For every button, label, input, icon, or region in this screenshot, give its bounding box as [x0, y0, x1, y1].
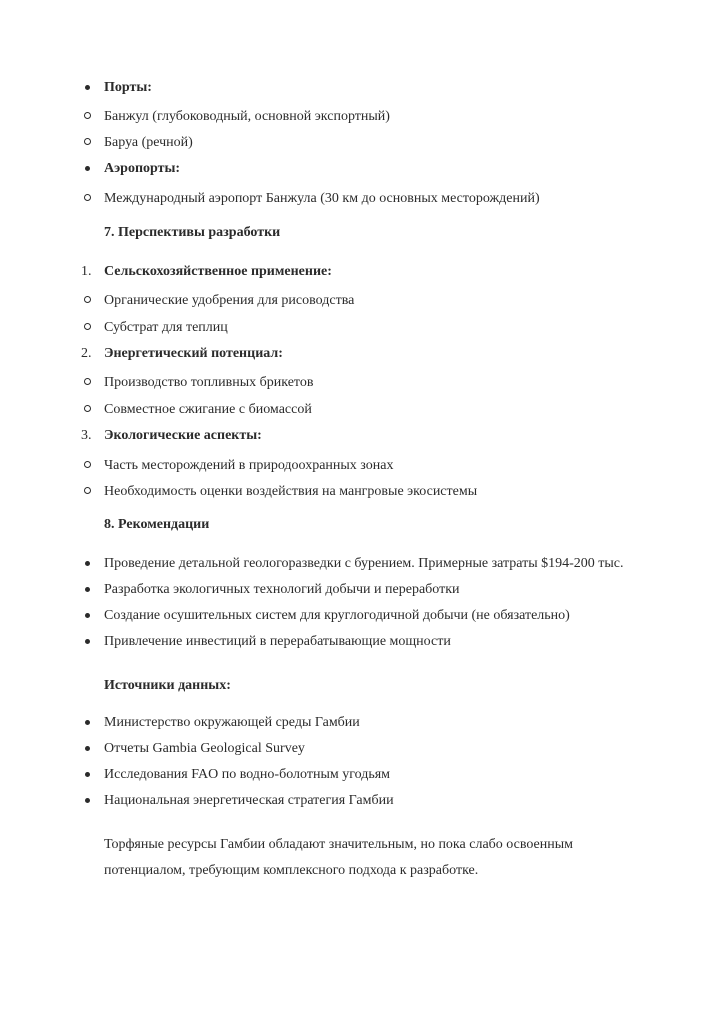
source-item: Отчеты Gambia Geological Survey [104, 741, 305, 756]
section-7-subitem: Часть месторождений в природоохранных зонах [104, 458, 394, 473]
list-number: 2. [81, 346, 92, 361]
airport-item: Международный аэропорт Банжула (30 км до основных месторождений) [104, 191, 540, 206]
section-7-subitem: Субстрат для теплиц [104, 320, 228, 335]
recommendation-item: Привлечение инвестиций в перерабатывающие мощности [104, 634, 451, 649]
recommendation-item: Разработка экологичных технологий добычи и переработки [104, 582, 460, 597]
bullet-circle-icon [84, 194, 91, 201]
bullet-disc-icon [85, 85, 90, 90]
section-7-item-title: Сельскохозяйственное применение: [104, 264, 332, 279]
sources-heading: Источники данных: [104, 678, 231, 693]
port-item: Банжул (глубоководный, основной экспортный) [104, 109, 390, 124]
source-item: Национальная энергетическая стратегия Гамбии [104, 793, 394, 808]
bullet-circle-icon [84, 296, 91, 303]
bullet-disc-icon [85, 166, 90, 171]
bullet-disc-icon [85, 613, 90, 618]
port-item: Баруа (речной) [104, 135, 193, 150]
bullet-disc-icon [85, 746, 90, 751]
bullet-circle-icon [84, 323, 91, 330]
bullet-circle-icon [84, 487, 91, 494]
bullet-circle-icon [84, 378, 91, 385]
list-number: 3. [81, 428, 92, 443]
bullet-circle-icon [84, 405, 91, 412]
bullet-circle-icon [84, 112, 91, 119]
section-7-subitem: Необходимость оценки воздействия на мангровые экосистемы [104, 484, 478, 499]
airports-label: Аэропорты: [104, 161, 181, 176]
section-7-heading: 7. Перспективы разработки [104, 225, 281, 240]
bullet-disc-icon [85, 720, 90, 725]
section-7-subitem: Производство топливных брикетов [104, 375, 314, 390]
section-7-item-title: Энергетический потенциал: [104, 346, 283, 361]
bullet-disc-icon [85, 587, 90, 592]
bullet-disc-icon [85, 639, 90, 644]
ports-label: Порты: [104, 80, 152, 95]
bullet-circle-icon [84, 461, 91, 468]
source-item: Министерство окружающей среды Гамбии [104, 715, 360, 730]
recommendation-item: Создание осушительных систем для круглогодичной добычи (не обязательно) [104, 608, 570, 623]
bullet-disc-icon [85, 772, 90, 777]
section-7-subitem: Совместное сжигание с биомассой [104, 402, 312, 417]
conclusion-line: Торфяные ресурсы Гамбии обладают значительным, но пока слабо освоенным [104, 837, 573, 852]
bullet-circle-icon [84, 138, 91, 145]
section-7-item-title: Экологические аспекты: [104, 428, 262, 443]
bullet-disc-icon [85, 798, 90, 803]
list-number: 1. [81, 264, 92, 279]
conclusion-line: потенциалом, требующим комплексного подхода к разработке. [104, 863, 479, 878]
recommendation-item: Проведение детальной геологоразведки с бурением. Примерные затраты $194-200 тыс. [104, 556, 624, 571]
section-7-subitem: Органические удобрения для рисоводства [104, 293, 355, 308]
section-8-heading: 8. Рекомендации [104, 517, 210, 532]
source-item: Исследования FAO по водно-болотным угодьям [104, 767, 391, 782]
bullet-disc-icon [85, 561, 90, 566]
